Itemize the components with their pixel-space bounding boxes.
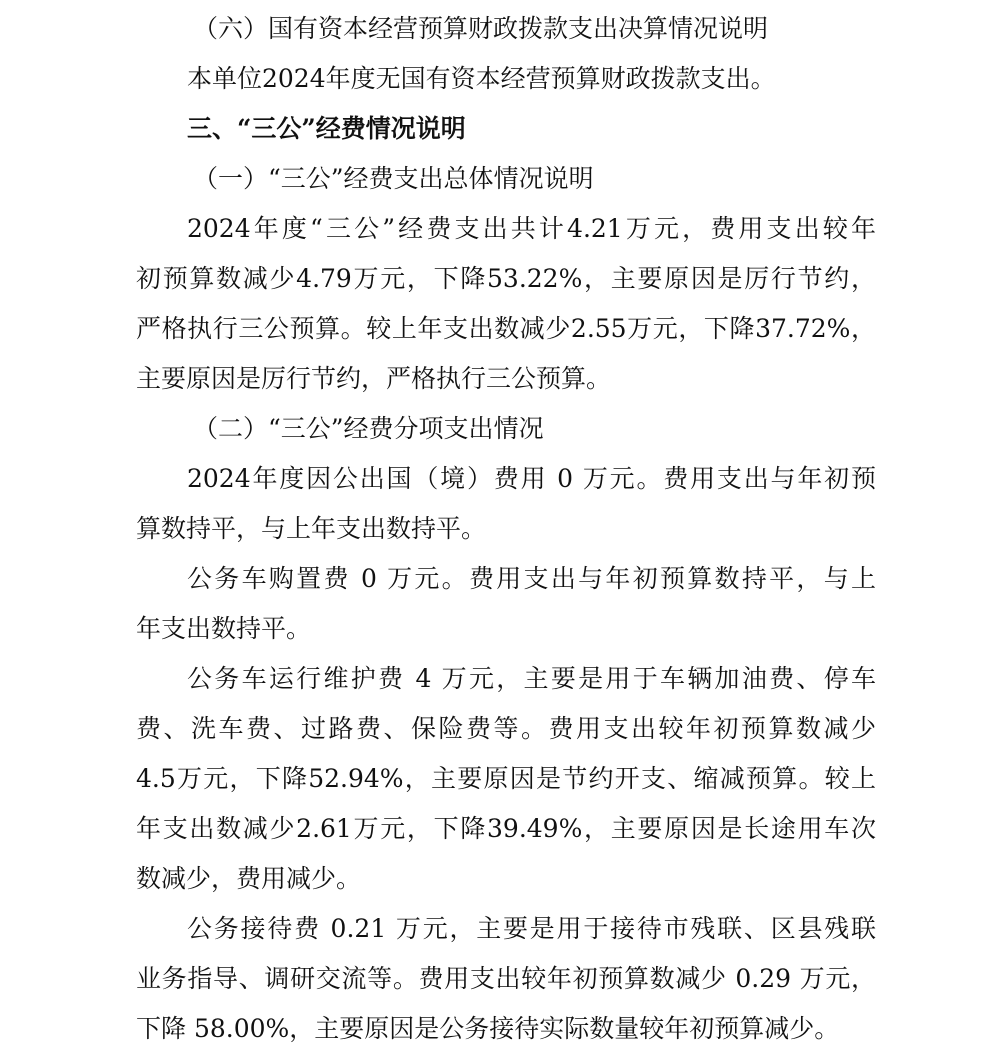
paragraph-line: 2024年度因公出国（境）费用 0 万元。费用支出与年初预 bbox=[187, 464, 876, 493]
paragraph-line: 公务接待费 0.21 万元，主要是用于接待市残联、区县残联 bbox=[187, 914, 876, 943]
section-heading-6: （六）国有资本经营预算财政拨款支出决算情况说明 bbox=[193, 14, 769, 43]
paragraph-line: 4.5万元，下降52.94%，主要原因是节约开支、缩减预算。较上 bbox=[136, 764, 876, 793]
paragraph-line: 2024年度“三公”经费支出共计4.21万元，费用支出较年 bbox=[187, 214, 876, 243]
subsection-heading-1: （一）“三公”经费支出总体情况说明 bbox=[193, 164, 594, 193]
paragraph-line: 数减少，费用减少。 bbox=[136, 864, 362, 893]
paragraph-line: 严格执行三公预算。较上年支出数减少2.55万元，下降37.72%， bbox=[136, 314, 876, 343]
paragraph-line: 公务车购置费 0 万元。费用支出与年初预算数持平，与上 bbox=[187, 564, 876, 593]
paragraph-line: 主要原因是厉行节约，严格执行三公预算。 bbox=[136, 364, 612, 393]
paragraph-line: 初预算数减少4.79万元，下降53.22%，主要原因是厉行节约， bbox=[136, 264, 876, 293]
paragraph-line: 费、洗车费、过路费、保险费等。费用支出较年初预算数减少 bbox=[136, 714, 876, 743]
section-heading-3: 三、“三公”经费情况说明 bbox=[187, 114, 466, 143]
paragraph-line: 下降 58.00%，主要原因是公务接待实际数量较年初预算减少。 bbox=[136, 1014, 840, 1043]
paragraph-line: 本单位2024年度无国有资本经营预算财政拨款支出。 bbox=[187, 64, 776, 93]
paragraph-line: 年支出数减少2.61万元，下降39.49%，主要原因是长途用车次 bbox=[136, 814, 876, 843]
paragraph-line: 年支出数持平。 bbox=[136, 614, 312, 643]
paragraph-line: 公务车运行维护费 4 万元，主要是用于车辆加油费、停车 bbox=[187, 664, 876, 693]
subsection-heading-2: （二）“三公”经费分项支出情况 bbox=[193, 414, 544, 443]
paragraph-line: 业务指导、调研交流等。费用支出较年初预算数减少 0.29 万元， bbox=[136, 964, 876, 993]
paragraph-line: 算数持平，与上年支出数持平。 bbox=[136, 514, 487, 543]
